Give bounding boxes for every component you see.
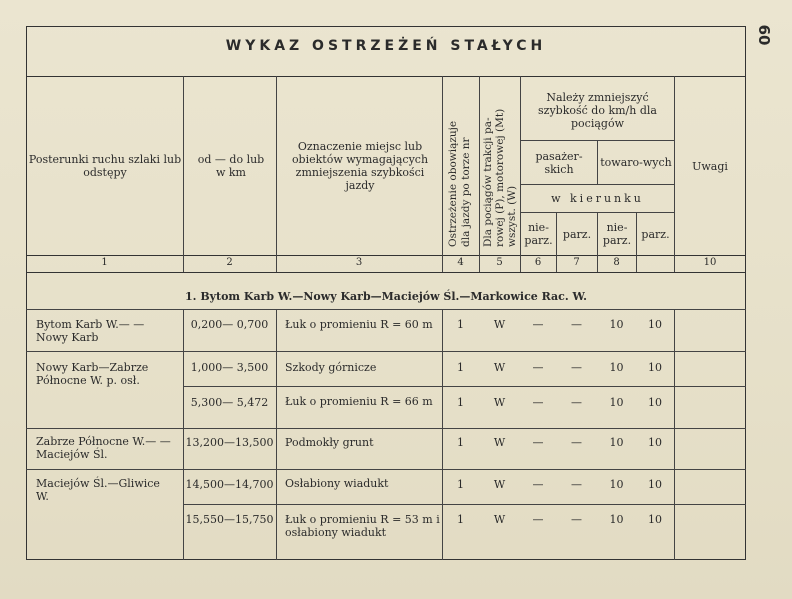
row-3-tor: 1 — [457, 396, 464, 409]
row-4-desc: Podmokły grunt — [285, 436, 374, 449]
row-2-trakcja: W — [493, 361, 506, 374]
row-1-pas-p: — — [571, 318, 582, 331]
row-6-trakcja: W — [493, 513, 506, 526]
column-number: 3 — [355, 257, 363, 268]
row-5-tow-np: 10 — [609, 478, 624, 491]
page-title: WYKAZ OSTRZEŻEŃ STAŁYCH — [225, 38, 547, 54]
header-kierunku: w kierunku — [551, 192, 644, 205]
row-6-tow-p: 10 — [648, 513, 662, 526]
row-5-trakcja: W — [493, 478, 506, 491]
header-km: od — do lub w km — [197, 153, 265, 179]
row-1-tor: 1 — [457, 318, 464, 331]
row-3-desc: Łuk o promieniu R = 66 m — [285, 395, 433, 408]
row-1-desc: Łuk o promieniu R = 60 m — [285, 318, 433, 331]
header-ostrzezenie-line2: dla jazdy po torze nr — [460, 137, 472, 247]
row-4-tow-np: 10 — [609, 436, 624, 449]
rule-row-4 — [26, 469, 746, 470]
column-number: 10 — [703, 257, 717, 268]
row-3-tow-np: 10 — [609, 396, 624, 409]
row-4-pas-p: — — [571, 436, 582, 449]
header-nieparz-tow: nie-parz. — [602, 221, 632, 247]
header-nalezy: Należy zmniejszyć szybkość do km/h dla pociągów — [538, 90, 657, 130]
row-4-tow-p: 10 — [648, 436, 662, 449]
row-1-station: Bytom Karb W.— —Nowy Karb — [36, 318, 145, 344]
row-5-tor: 1 — [457, 478, 464, 491]
column-number: 1 — [101, 257, 108, 268]
column-number: 5 — [496, 257, 503, 268]
row-5-pas-np: — — [532, 478, 544, 491]
vrule-3 — [442, 76, 443, 272]
header-oznaczenie: Oznaczenie miejsc lub obiektów wymagających zmniejszenia szybkości jazdy — [291, 140, 429, 192]
rule-row-5 — [183, 504, 746, 505]
header-trakcja-line1: Dla pociągów trakcji pa- — [482, 117, 494, 247]
header-parz-tow: parz. — [641, 227, 670, 241]
column-number: 4 — [457, 257, 464, 268]
vrule-1 — [183, 76, 184, 272]
row-6-km: 15,550—15,750 — [185, 513, 274, 526]
row-2-desc: Szkody górnicze — [285, 361, 377, 374]
rule-row-2 — [183, 386, 746, 387]
header-nieparz-pas: nie-parz. — [524, 221, 553, 247]
row-4-station: Zabrze Północne W.— —Maciejów Śl. — [36, 435, 171, 461]
row-2-tow-np: 10 — [609, 361, 624, 374]
vrule-2 — [276, 76, 277, 272]
row-3-tow-p: 10 — [648, 396, 662, 409]
row-5-station: Maciejów Śl.—Gliwice W. — [36, 477, 160, 503]
row-3-km: 5,300— 5,472 — [190, 396, 269, 409]
row-5-desc: Osłabiony wiadukt — [285, 477, 389, 490]
row-1-km: 0,200— 0,700 — [190, 318, 269, 331]
row-4-trakcja: W — [493, 436, 506, 449]
header-ostrzezenie-line1: Ostrzeżenie obowiązuje — [447, 120, 459, 247]
header-posterunki: Posterunki ruchu szlaki lub odstępy — [28, 153, 182, 179]
header-parz-pas: parz. — [562, 227, 592, 241]
row-4-km: 13,200—13,500 — [185, 436, 274, 449]
rule-section-title — [26, 309, 746, 310]
row-1-tow-p: 10 — [648, 318, 662, 331]
row-1-pas-np: — — [532, 318, 544, 331]
row-4-pas-np: — — [532, 436, 544, 449]
row-2-pas-np: — — [532, 361, 544, 374]
section-title: 1. Bytom Karb W.—Nowy Karb—Maciejów Śl.—Markowice Rac. W. — [185, 290, 587, 303]
rule-row-1 — [26, 351, 746, 352]
vrule-body-6 — [674, 309, 675, 560]
row-5-pas-p: — — [571, 478, 582, 491]
row-3-pas-np: — — [532, 396, 544, 409]
row-6-tor: 1 — [457, 513, 464, 526]
vrule-body-2 — [276, 309, 277, 560]
row-5-tow-p: 10 — [648, 478, 662, 491]
row-6-desc: Łuk o promieniu R = 53 m i osłabiony wiadukt — [285, 513, 440, 539]
row-2-station: Nowy Karb—Zabrze Północne W. p. osł. — [36, 361, 149, 387]
header-trakcja-line3: wszyst. (W) — [506, 185, 518, 247]
row-2-pas-p: — — [571, 361, 582, 374]
row-2-tow-p: 10 — [648, 361, 662, 374]
row-3-trakcja: W — [493, 396, 506, 409]
column-number: 6 — [534, 257, 542, 268]
row-3-pas-p: — — [571, 396, 582, 409]
rule-header-bottom — [26, 255, 746, 256]
header-towarowych: towaro-wych — [600, 156, 672, 169]
header-uwagi: Uwagi — [692, 159, 728, 173]
column-number: 7 — [573, 257, 580, 268]
row-5-km: 14,500—14,700 — [185, 478, 274, 491]
row-1-trakcja: W — [493, 318, 506, 331]
rule-column-numbers — [26, 272, 746, 273]
row-2-km: 1,000— 3,500 — [190, 361, 269, 374]
header-trakcja-line2: rowej (P), motorowej (Mt) — [494, 108, 506, 247]
header-pasazerskich: pasażer-skich — [535, 149, 583, 176]
rule-row-3 — [26, 428, 746, 429]
row-6-tow-np: 10 — [609, 513, 624, 526]
column-number: 8 — [613, 257, 620, 268]
row-1-tow-np: 10 — [609, 318, 624, 331]
column-number: 2 — [226, 257, 233, 268]
vrule-4 — [479, 76, 480, 272]
page-number: 60 — [755, 24, 773, 46]
row-2-tor: 1 — [457, 361, 464, 374]
row-6-pas-p: — — [571, 513, 582, 526]
row-6-pas-np: — — [532, 513, 544, 526]
row-4-tor: 1 — [457, 436, 464, 449]
